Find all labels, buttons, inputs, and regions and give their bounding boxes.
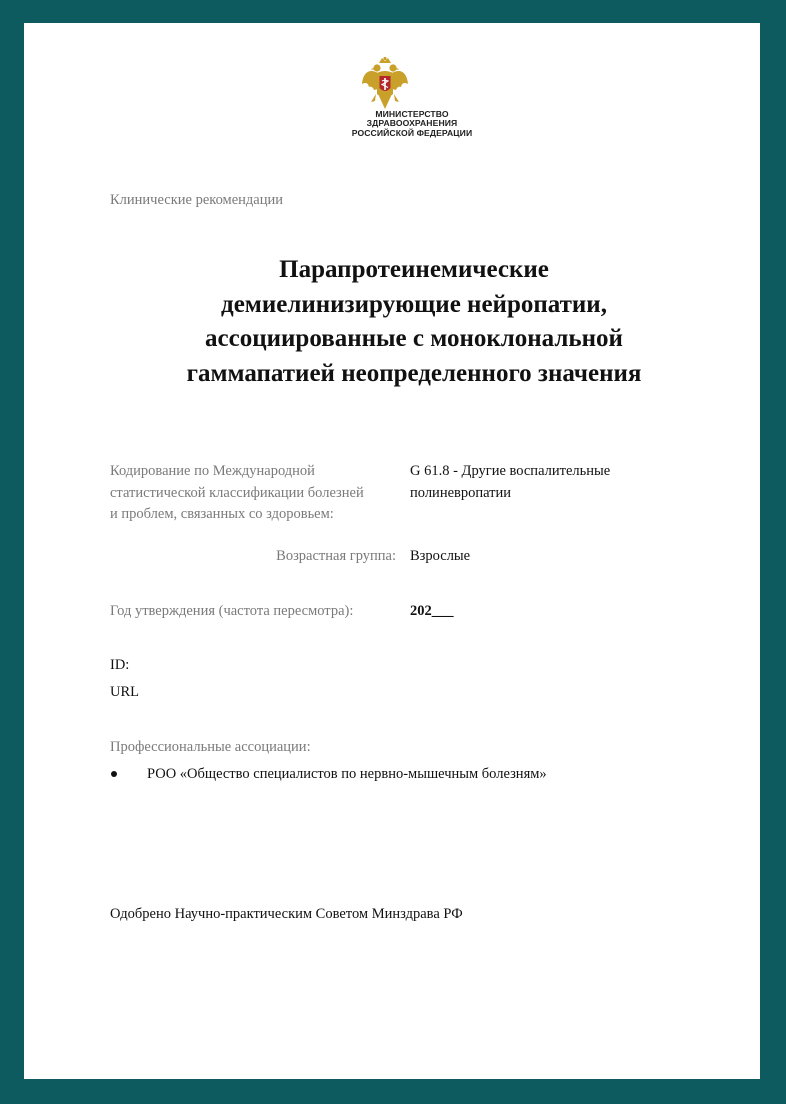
icd-code-value <box>410 461 610 504</box>
age-group-value: Взрослые <box>410 548 471 564</box>
icd-code-label <box>110 461 364 526</box>
icd-label-line: статистической классификации болезней <box>110 484 364 501</box>
title-line: ассоциированные с моноклональной <box>205 325 623 352</box>
russian-eagle-emblem-icon <box>360 56 410 112</box>
approval-year-label: Год утверждения (частота пересмотра): <box>110 603 354 619</box>
icd-label-line: и проблем, связанных со здоровьем: <box>110 506 334 522</box>
list-bullet-icon <box>111 771 117 777</box>
ministry-name <box>0 110 786 138</box>
ministry-line: МИНИСТЕРСТВО <box>375 109 449 119</box>
approval-statement: Одобрено Научно-практическим Советом Минздрава РФ <box>110 906 463 922</box>
ministry-line: ЗДРАВООХРАНЕНИЯ <box>366 118 458 129</box>
title-line: демиелинизирующие нейропатии, <box>221 290 607 318</box>
id-label: ID: <box>110 657 130 673</box>
url-label: URL <box>110 684 139 700</box>
age-group-label: Возрастная группа: <box>276 548 396 564</box>
associations-label: Профессиональные ассоциации: <box>110 739 311 755</box>
title-line: Парапротеинемические <box>279 256 549 283</box>
ministry-line: РОССИЙСКОЙ ФЕДЕРАЦИИ <box>351 127 473 138</box>
association-item: РОО «Общество специалистов по нервно-мышечным болезням» <box>147 766 547 782</box>
icd-value-line: G 61.8 - Другие воспалительные <box>410 463 611 479</box>
icd-value-line: полиневропатии <box>410 484 512 501</box>
title-line: гаммапатией неопределенного значения <box>186 359 642 387</box>
document-type-label: Клинические рекомендации <box>110 192 284 208</box>
approval-year-value: 202___ <box>410 603 454 619</box>
icd-label-line: Кодирование по Международной <box>110 463 315 479</box>
document-title <box>140 253 688 391</box>
